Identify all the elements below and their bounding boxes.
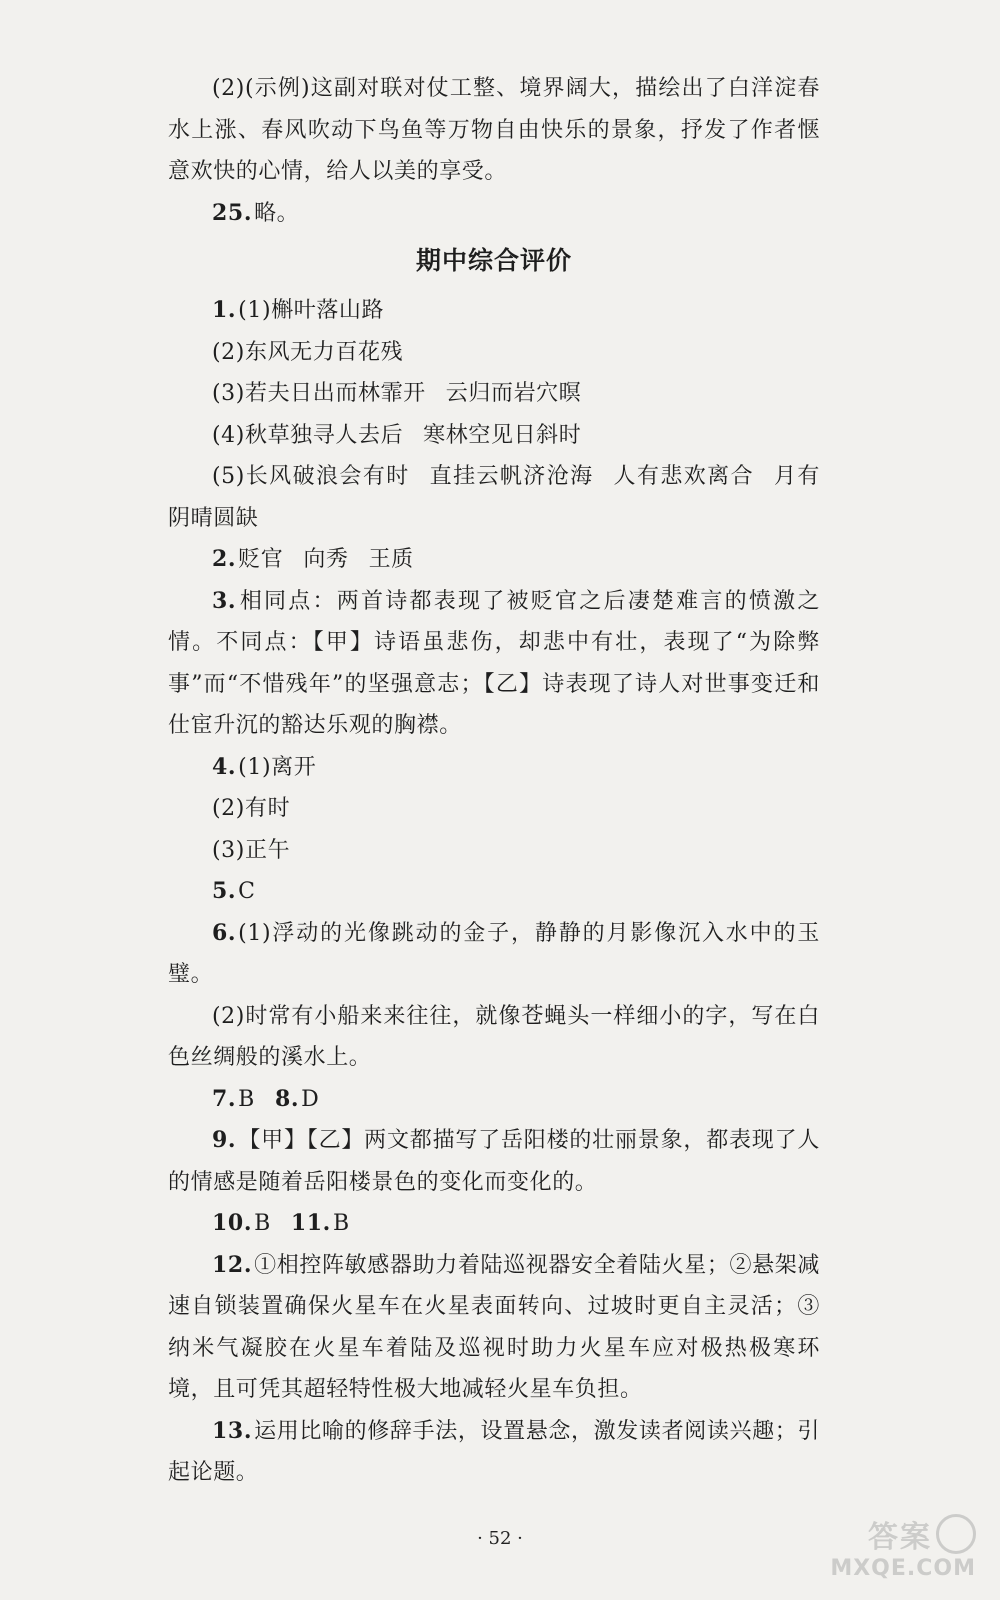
page-number: · 52 · (477, 1528, 523, 1549)
answer-24-2: (2)(示例)这副对联对仗工整、境界阔大，描绘出了白洋淀春水上涨、春风吹动下鸟鱼等万物自由快乐的景象，抒发了作者惬意欢快的心情，给人以美的享受。 (168, 76, 820, 184)
answer-1-2: (2)东风无力百花残 (212, 339, 404, 365)
answer-6-1: 6.(1)浮动的光像跳动的金子，静静的月影像沉入水中的玉璧。 (168, 919, 820, 987)
answer-2: 2.贬官 向秀 王质 (212, 546, 414, 572)
answer-5: 5.C (212, 878, 256, 904)
answer-7-8: 7.B 8.D (212, 1085, 320, 1112)
answer-4-2: (2)有时 (212, 796, 291, 821)
answer-1-5: (5)长风破浪会有时 直挂云帆济沧海 人有悲欢离合 月有阴晴圆缺 (168, 464, 821, 531)
answer-1-4: (4)秋草独寻人去后 寒林空见日斜时 (212, 422, 582, 448)
answer-10-11: 10.B 11.B (212, 1210, 350, 1236)
answer-6-2: (2)时常有小船来来往往，就像苍蝇头一样细小的字，写在白色丝绸般的溪水上。 (168, 1003, 820, 1070)
answer-9: 9.【甲】【乙】两文都描写了岳阳楼的壮丽景象，都表现了人的情感是随着岳阳楼景色的变化而变化的。 (168, 1127, 820, 1195)
answer-12: 12.①相控阵敏感器助力着陆巡视器安全着陆火星；②悬架减速自锁装置确保火星车在火星表面转向、过坡时更自主灵活；③纳米气凝胶在火星车着陆及巡视时助力火星车应对极热极寒环境，且可凭其超轻特性极大地减轻火星车负担。 (168, 1251, 820, 1402)
answer-content (168, 68, 820, 1494)
site-watermark (806, 1512, 976, 1582)
answer-13: 13.运用比喻的修辞手法，设置悬念，激发读者阅读兴趣；引起论题。 (168, 1417, 820, 1485)
section-title: 期中综合评价 (415, 246, 572, 275)
watermark-url: MXQE.COM (830, 1556, 976, 1581)
answer-25: 25.略。 (212, 199, 300, 226)
answer-1-1: 1.(1)槲叶落山路 (212, 297, 385, 323)
answer-4-3: (3)正午 (212, 837, 291, 863)
watermark-logo-icon (936, 1514, 976, 1554)
watermark-text: 答案 (868, 1520, 932, 1555)
answer-4-1: 4.(1)离开 (212, 753, 317, 780)
answer-1-3: (3)若夫日出而林霏开 云归而岩穴暝 (212, 381, 582, 406)
answer-3: 3.相同点：两首诗都表现了被贬官之后凄楚难言的愤激之情。不同点：【甲】诗语虽悲伤，却悲中有壮，表现了“为除弊事”而“不惜残年”的坚强意志；【乙】诗表现了诗人对世事变迁和仕宦升沉的豁达乐观的胸襟。 (168, 587, 820, 738)
